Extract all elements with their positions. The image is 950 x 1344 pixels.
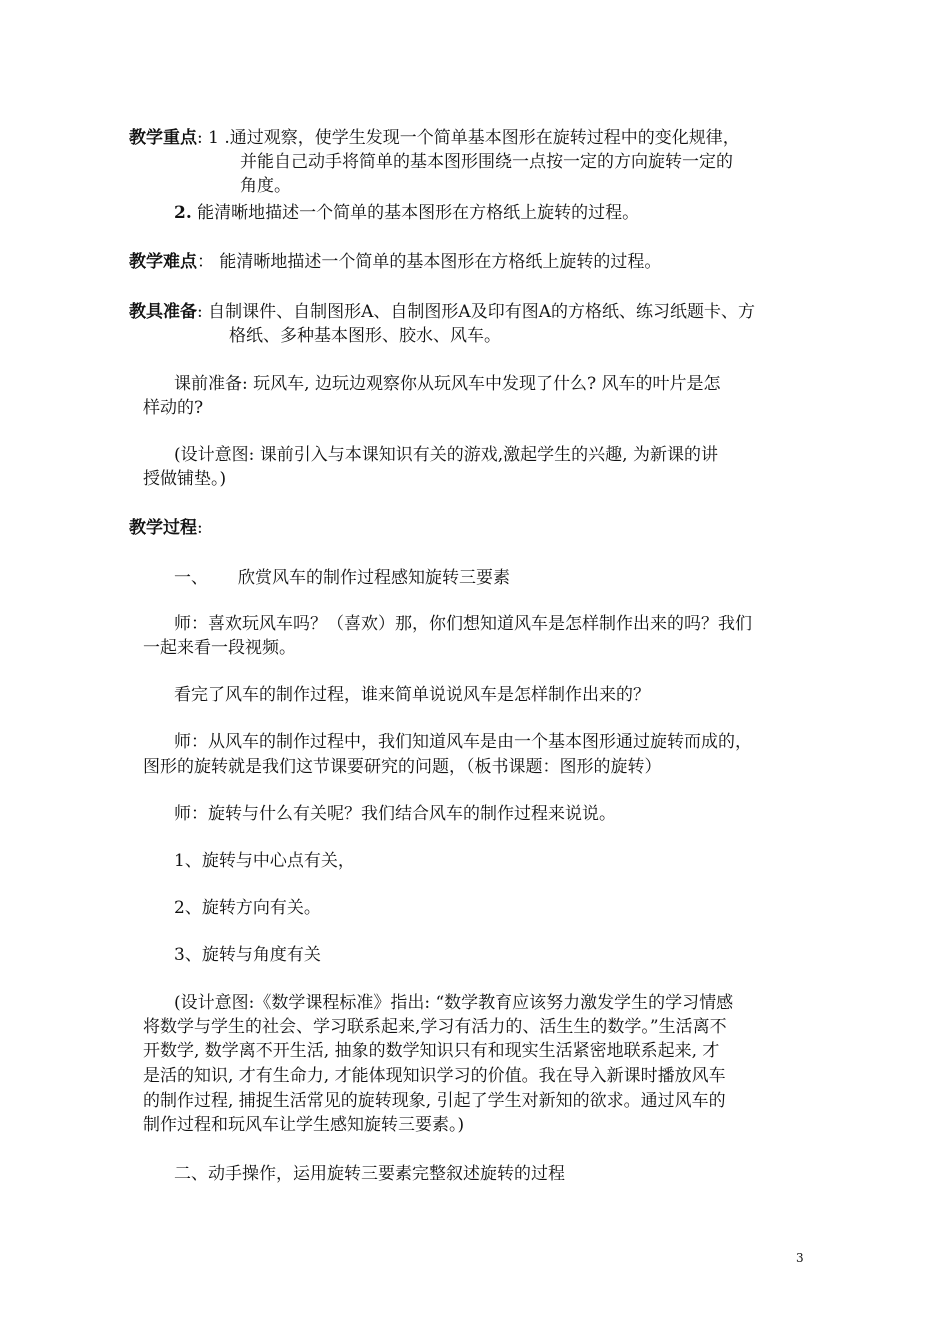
para1-line1: 师：喜欢玩风车吗？（喜欢）那，你们想知道风车是怎样制作出来的吗？我们 <box>174 614 752 634</box>
difficulty-text: 能清晰地描述一个简单的基本图形在方格纸上旋转的过程。 <box>219 252 662 272</box>
tools-colon: : <box>197 302 203 322</box>
focus-item1-line2: 并能自己动手将简单的基本图形围绕一点按一定的方向旋转一定的 <box>240 152 733 172</box>
intent2-line1: (设计意图:《数学课程标准》指出: “数学教育应该努力激发学生的学习情感 <box>174 993 734 1013</box>
tools-line1: 自制课件、自制图形A、自制图形A及印有图A的方格纸、练习纸题卡、方 <box>208 302 755 322</box>
page-number: 3 <box>796 1251 804 1265</box>
intent2-line2: 将数学与学生的社会、学习联系起来,学习有活力的、活生生的数学。”生活离不 <box>143 1017 727 1037</box>
intent2-line5: 的制作过程, 捕捉生活常见的旋转现象, 引起了学生对新知的欲求。通过风车的 <box>143 1091 726 1111</box>
focus-item2-number: 2. <box>174 203 192 223</box>
intent1-line1: (设计意图: 课前引入与本课知识有关的游戏,激起学生的兴趣, 为新课的讲 <box>174 445 718 465</box>
focus-heading: 教学重点 <box>129 128 197 148</box>
difficulty-line <box>129 250 661 274</box>
intent2-line4: 是活的知识, 才有生命力, 才能体现知识学习的价值。我在导入新课时播放风车 <box>143 1066 726 1086</box>
focus-item2-text: 能清晰地描述一个简单的基本图形在方格纸上旋转的过程。 <box>197 203 640 223</box>
difficulty-colon: ： <box>197 252 214 272</box>
process-colon: : <box>197 518 203 538</box>
para3-line2: 图形的旋转就是我们这节课要研究的问题，（板书课题：图形的旋转） <box>143 757 662 777</box>
para1-line2: 一起来看一段视频。 <box>143 638 296 658</box>
list-item: 2、旋转方向有关。 <box>174 898 321 918</box>
list-item: 1、旋转与中心点有关， <box>174 851 355 871</box>
focus-item1-number: 1 . <box>208 128 230 148</box>
section1-number: 一、 <box>174 568 208 588</box>
difficulty-heading: 教学难点 <box>129 252 197 272</box>
section1-title: 欣赏风车的制作过程感知旋转三要素 <box>238 568 510 588</box>
tools-line-1 <box>129 300 755 324</box>
section2-title: 二、动手操作，运用旋转三要素完整叙述旋转的过程 <box>174 1164 565 1184</box>
list-item: 3、旋转与角度有关 <box>174 945 321 965</box>
pre-class-line2: 样动的? <box>143 398 204 418</box>
intent2-line3: 开数学, 数学离不开生活, 抽象的数学知识只有和现实生活紧密地联系起来, 才 <box>143 1041 720 1061</box>
intent1-line2: 授做铺垫。) <box>143 469 227 489</box>
para4: 师：旋转与什么有关呢？我们结合风车的制作过程来说说。 <box>174 804 616 824</box>
focus-item1-line1: 通过观察，使学生发现一个简单基本图形在旋转过程中的变化规律， <box>229 128 740 148</box>
tools-line2: 格纸、多种基本图形、胶水、风车。 <box>229 326 501 346</box>
pre-class-line1: 课前准备: 玩风车, 边玩边观察你从玩风车中发现了什么? 风车的叶片是怎 <box>174 374 721 394</box>
focus-line-1 <box>129 126 740 150</box>
focus-item2 <box>174 201 639 225</box>
para2: 看完了风车的制作过程，谁来简单说说风车是怎样制作出来的？ <box>174 685 650 705</box>
process-heading-line <box>129 516 203 540</box>
focus-colon: : <box>197 128 203 148</box>
para3-line1: 师：从风车的制作过程中，我们知道风车是由一个基本图形通过旋转而成的， <box>174 732 752 752</box>
section1-line <box>174 566 510 590</box>
focus-item1-line3: 角度。 <box>240 176 291 196</box>
tools-heading: 教具准备 <box>129 302 197 322</box>
intent2-line6: 制作过程和玩风车让学生感知旋转三要素。) <box>143 1115 465 1135</box>
process-heading: 教学过程 <box>129 518 197 538</box>
